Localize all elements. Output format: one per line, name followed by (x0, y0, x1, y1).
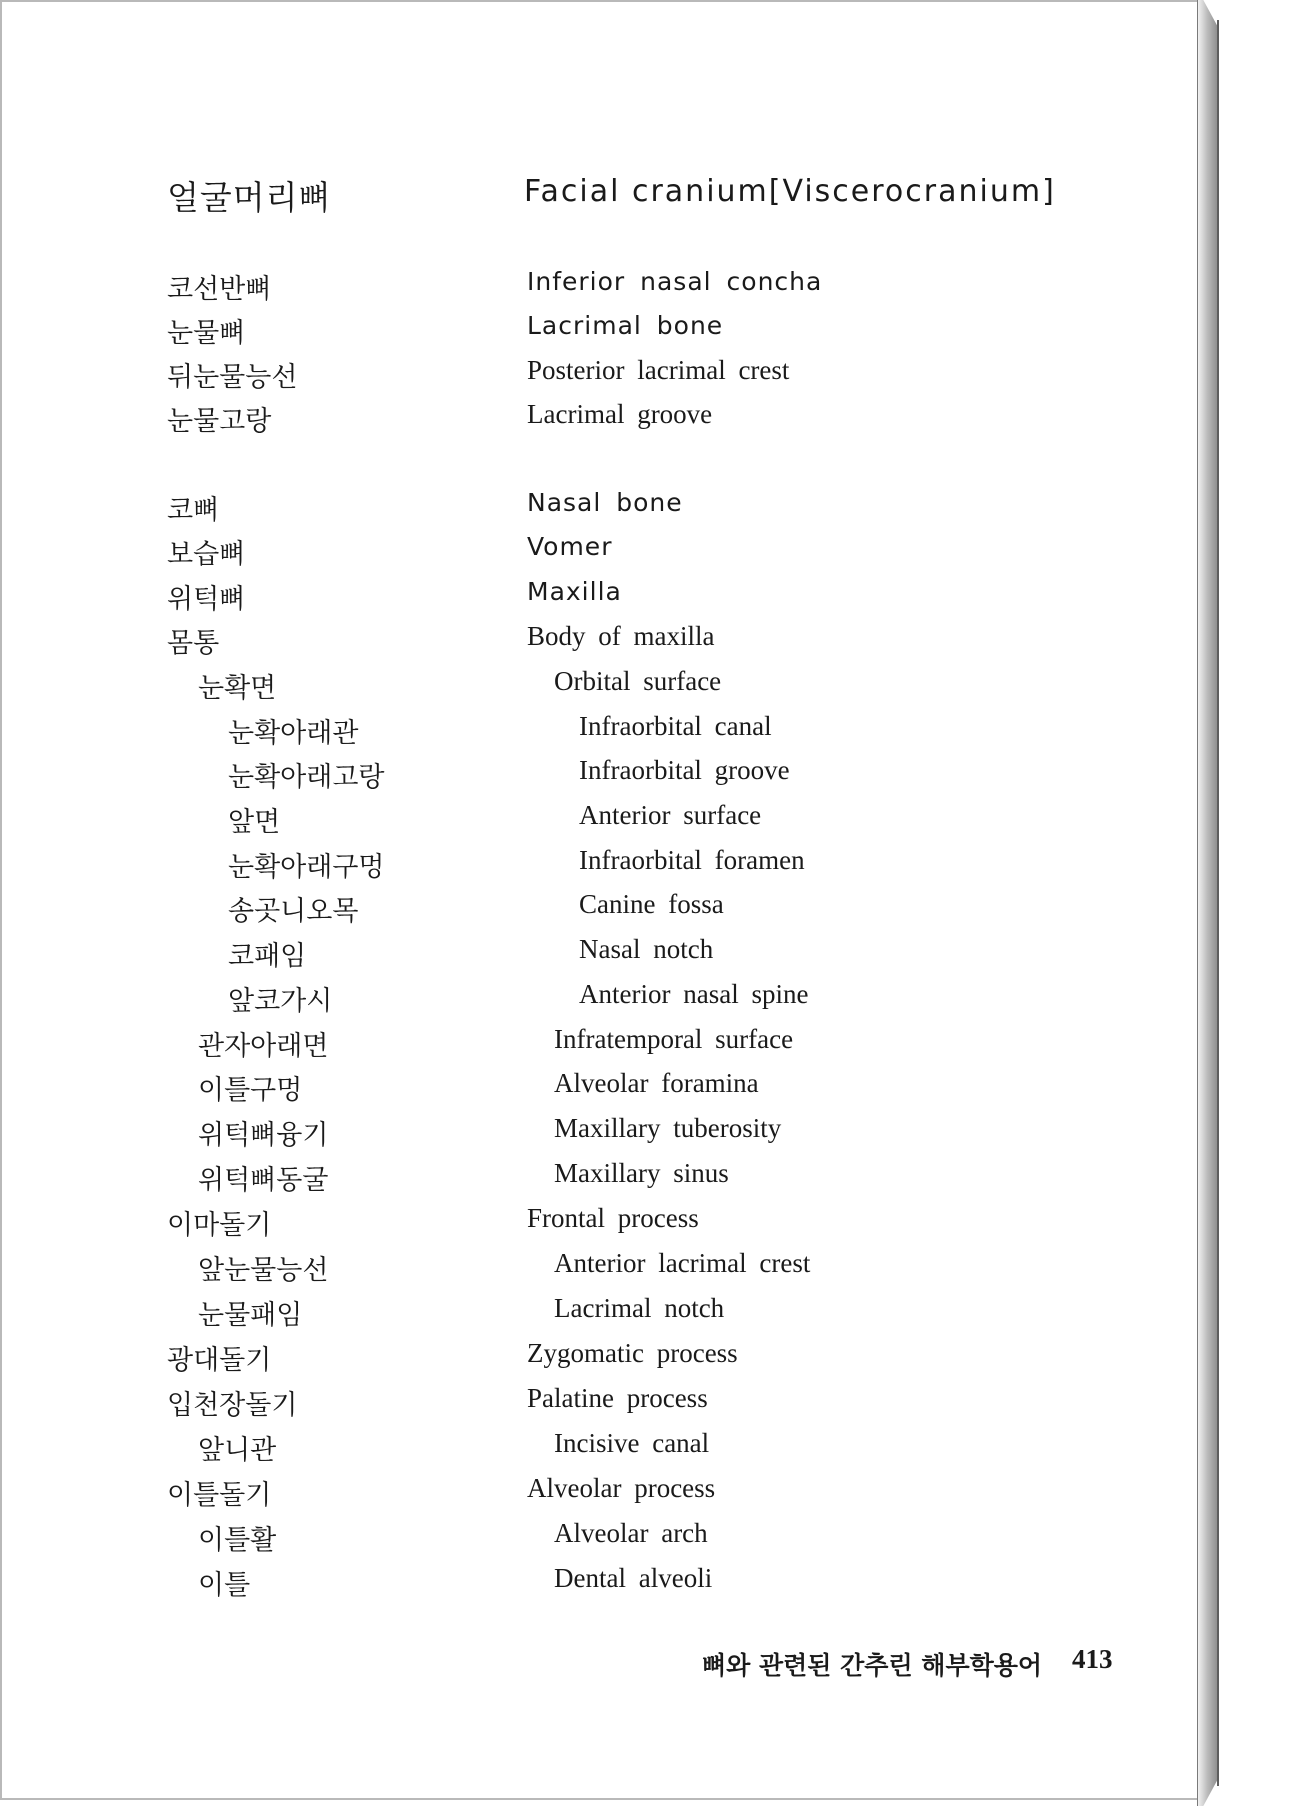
term-english: Anterior lacrimal crest (554, 1248, 811, 1278)
term-row (2, 1518, 1152, 1562)
term-korean: 눈물패임 (198, 1300, 303, 1331)
term-korean: 앞눈물능선 (198, 1255, 329, 1286)
term-korean: 송곳니오목 (228, 896, 359, 927)
term-row (2, 1203, 1152, 1247)
term-korean: 눈확아래고랑 (228, 762, 385, 793)
term-row (2, 711, 1152, 755)
term-korean: 눈물뼈 (167, 318, 246, 349)
term-english: Frontal process (527, 1203, 699, 1233)
page-number: 413 (1072, 1644, 1113, 1674)
term-row (2, 399, 1152, 443)
term-row (2, 1338, 1152, 1382)
term-row (2, 979, 1152, 1023)
term-row (2, 1068, 1152, 1112)
term-korean: 앞니관 (198, 1435, 277, 1466)
book-spine-edge (1197, 0, 1218, 1806)
term-korean: 몸통 (167, 628, 220, 659)
term-english: Dental alveoli (554, 1563, 713, 1593)
term-korean: 앞면 (228, 807, 281, 838)
term-row (2, 1563, 1152, 1607)
term-row (2, 1158, 1152, 1202)
term-row (2, 755, 1152, 799)
term-row (2, 1113, 1152, 1157)
term-english: Lacrimal notch (554, 1293, 725, 1323)
term-english: Lacrimal groove (527, 399, 713, 429)
term-english: Orbital surface (554, 666, 722, 696)
term-row (2, 800, 1152, 844)
term-row (2, 889, 1152, 933)
term-korean: 관자아래면 (198, 1031, 329, 1062)
term-english: Infraorbital groove (579, 755, 790, 785)
term-row (2, 355, 1152, 399)
running-footer: 뼈와 관련된 간추린 해부학용어 (702, 1651, 1043, 1680)
term-row (2, 1024, 1152, 1068)
term-korean: 위턱뼈 (167, 584, 246, 615)
term-korean: 보습뼈 (167, 539, 246, 570)
term-korean: 눈물고랑 (167, 406, 272, 437)
term-row (2, 577, 1152, 621)
term-english: Maxilla (527, 577, 622, 606)
term-english: Canine fossa (579, 889, 724, 919)
term-english: Nasal bone (527, 488, 683, 517)
term-english: Maxillary tuberosity (554, 1113, 782, 1143)
term-korean: 위턱뼈동굴 (198, 1165, 329, 1196)
term-row (2, 1428, 1152, 1472)
term-korean: 이마돌기 (167, 1210, 272, 1241)
term-english: Incisive canal (554, 1428, 710, 1458)
term-english: Anterior surface (579, 800, 762, 830)
term-english: Infraorbital canal (579, 711, 772, 741)
term-english: Palatine process (527, 1383, 708, 1413)
book-spine-shadow (1217, 20, 1219, 1786)
term-korean: 코뼈 (167, 495, 220, 526)
term-row (2, 621, 1152, 665)
term-row (2, 1248, 1152, 1292)
term-english: Lacrimal bone (527, 311, 724, 340)
term-english: Inferior nasal concha (527, 267, 823, 296)
term-english: Vomer (527, 532, 613, 561)
term-korean: 이틀 (198, 1570, 251, 1601)
section-title-english: Facial cranium[Viscerocranium] (524, 174, 1056, 209)
term-english: Infraorbital foramen (579, 845, 805, 875)
term-english: Alveolar foramina (554, 1068, 759, 1098)
term-english: Body of maxilla (527, 621, 715, 651)
term-english: Infratemporal surface (554, 1024, 794, 1054)
term-korean: 앞코가시 (228, 986, 333, 1017)
term-korean: 위턱뼈융기 (198, 1120, 329, 1151)
term-korean: 눈확면 (198, 673, 277, 704)
term-english: Nasal notch (579, 934, 714, 964)
term-row (2, 532, 1152, 576)
term-korean: 이틀구멍 (198, 1075, 303, 1106)
term-korean: 이틀돌기 (167, 1480, 272, 1511)
term-english: Alveolar arch (554, 1518, 708, 1548)
term-korean: 코패임 (228, 941, 307, 972)
term-english: Zygomatic process (527, 1338, 738, 1368)
term-korean: 눈확아래구멍 (228, 852, 385, 883)
term-korean: 입천장돌기 (167, 1390, 298, 1421)
term-korean: 광대돌기 (167, 1345, 272, 1376)
term-row (2, 934, 1152, 978)
term-row (2, 1473, 1152, 1517)
term-row (2, 311, 1152, 355)
term-english: Anterior nasal spine (579, 979, 809, 1009)
term-korean: 이틀활 (198, 1525, 277, 1556)
term-english: Posterior lacrimal crest (527, 355, 790, 385)
term-english: Maxillary sinus (554, 1158, 729, 1188)
term-row (2, 666, 1152, 710)
term-row (2, 1383, 1152, 1427)
term-english: Alveolar process (527, 1473, 716, 1503)
term-korean: 뒤눈물능선 (167, 362, 298, 393)
term-row (2, 488, 1152, 532)
term-row (2, 267, 1152, 311)
term-korean: 코선반뼈 (167, 274, 272, 305)
term-row (2, 1293, 1152, 1337)
term-row (2, 845, 1152, 889)
section-title-korean: 얼굴머리뼈 (167, 178, 332, 217)
term-korean: 눈확아래관 (228, 718, 359, 749)
